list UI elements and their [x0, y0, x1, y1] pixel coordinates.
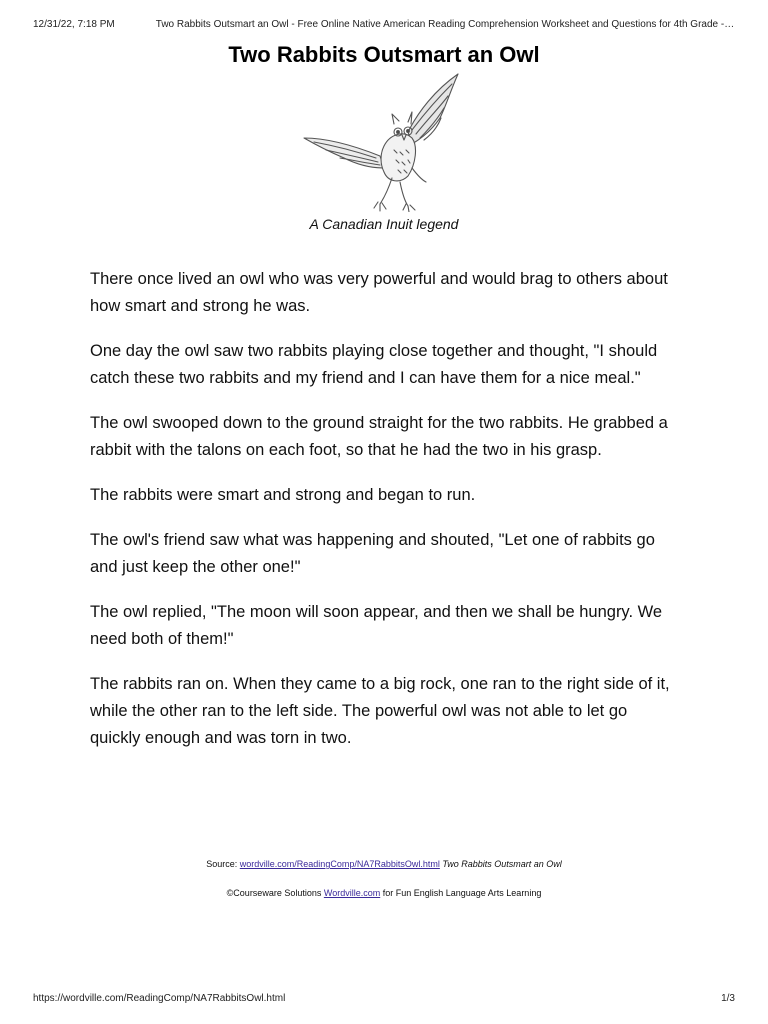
print-doc-title: Two Rabbits Outsmart an Owl - Free Online Native American Reading Comprehension Worksheet and Questions for 4th Grade -…	[155, 19, 735, 30]
page-title: Two Rabbits Outsmart an Owl	[228, 42, 540, 67]
print-header	[33, 19, 735, 30]
copyright-label: ©Courseware Solutions	[226, 888, 324, 898]
owl-icon	[300, 72, 465, 212]
owl-illustration	[300, 72, 465, 212]
print-footer	[33, 993, 735, 1004]
story-paragraph: One day the owl saw two rabbits playing close together and thought, "I should catch these two rabbits and my friend and I can have them for a nice meal."	[90, 342, 658, 387]
story-paragraph: The rabbits ran on. When they came to a big rock, one ran to the right side of it, while the other ran to the left side. The powerful owl was not able to let go quickly enough and was torn in two.	[90, 675, 670, 747]
source-line	[0, 859, 768, 869]
copyright-suffix: for Fun English Language Arts Learning	[380, 888, 542, 898]
source-title: Two Rabbits Outsmart an Owl	[442, 859, 562, 869]
story-paragraph: The rabbits were smart and strong and began to run.	[90, 486, 476, 504]
footer-url: https://wordville.com/ReadingComp/NA7RabbitsOwl.html	[33, 993, 286, 1004]
story-paragraph: The owl's friend saw what was happening and shouted, "Let one of rabbits go and just keep the other one!"	[90, 531, 655, 576]
print-date: 12/31/22, 7:18 PM	[33, 19, 115, 30]
copyright-line	[0, 888, 768, 898]
story-paragraph: The owl swooped down to the ground straight for the two rabbits. He grabbed a rabbit with the talons on each foot, so that he had the two in his grasp.	[90, 414, 668, 459]
story-paragraph: The owl replied, "The moon will soon appear, and then we shall be hungry. We need both of them!"	[90, 603, 663, 648]
source-label: Source:	[206, 859, 240, 869]
caption: A Canadian Inuit legend	[309, 216, 459, 232]
wordville-link[interactable]: Wordville.com	[323, 888, 381, 898]
story-paragraph: There once lived an owl who was very powerful and would brag to others about how smart and strong he was.	[90, 270, 668, 315]
story-body	[90, 266, 680, 770]
source-link[interactable]: wordville.com/ReadingComp/NA7RabbitsOwl.html	[239, 859, 440, 869]
page-number: 1/3	[721, 993, 735, 1004]
